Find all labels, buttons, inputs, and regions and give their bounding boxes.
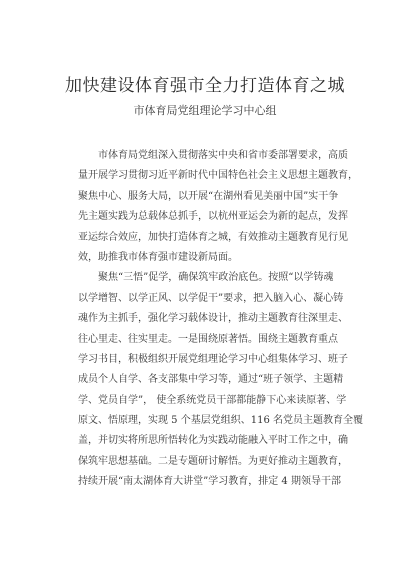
body-line: 以学增智、以学正风、以学促干”要求，把入脑入心、凝心铸 bbox=[78, 292, 344, 304]
body-line: 学习书目，积极组织开展党组理论学习中心组集体学习、班子 bbox=[78, 353, 348, 365]
document-title: 加快建设体育强市全力打造体育之城 bbox=[65, 76, 345, 96]
body-line: 聚焦“三悟”促学，确保筑牢政治底色。按照“以学铸魂 bbox=[78, 272, 334, 284]
body-line: 往心里走、往实里走。一是围绕原著悟。围绕主题教育重点 bbox=[78, 333, 338, 345]
body-line: 聚焦中心、服务大局，以开展“在湖州看见美丽中国”实干争 bbox=[78, 190, 339, 202]
body-line: 先主题实践为总载体总抓手，以杭州亚运会为新的起点，发挥 bbox=[78, 211, 348, 223]
document-subtitle: 市体育局党组理论学习中心组 bbox=[133, 104, 277, 117]
document-body bbox=[78, 146, 363, 493]
body-line: 量开展学习贯彻习近平新时代中国特色社会主义思想主题教育， bbox=[78, 170, 358, 182]
body-line: 市体育局党组深入贯彻落实中央和省市委部署要求，高质 bbox=[78, 150, 348, 161]
body-line: 学、党员自学”， 使全系统党员干部都能静下心来读原著、学 bbox=[78, 394, 347, 406]
body-line: 魂作为主抓手，强化学习载体设计，推动主题教育往深里走、 bbox=[78, 313, 348, 325]
body-line: 盖，并切实将所思所悟转化为实践动能融入平时工作之中，确 bbox=[78, 435, 348, 447]
body-line: 原文、悟原理，实现 5 个基层党组织、116 名党员主题教育全覆 bbox=[78, 415, 363, 427]
body-line: 亚运综合效应，加快打造体育之城，有效推动主题教育见行见 bbox=[78, 231, 348, 243]
body-line: 成员个人自学、各支部集中学习等，通过“班子领学、主题精 bbox=[78, 374, 344, 386]
body-line: 持续开展“南太湖体育大讲堂”学习教育，排定 4 期领导干部 bbox=[78, 476, 341, 488]
body-line: 效，助推我市体育强市建设新局面。 bbox=[78, 251, 238, 263]
body-line: 保筑牢思想基础。二是专题研讨解悟。为更好推动主题教育， bbox=[78, 455, 348, 467]
